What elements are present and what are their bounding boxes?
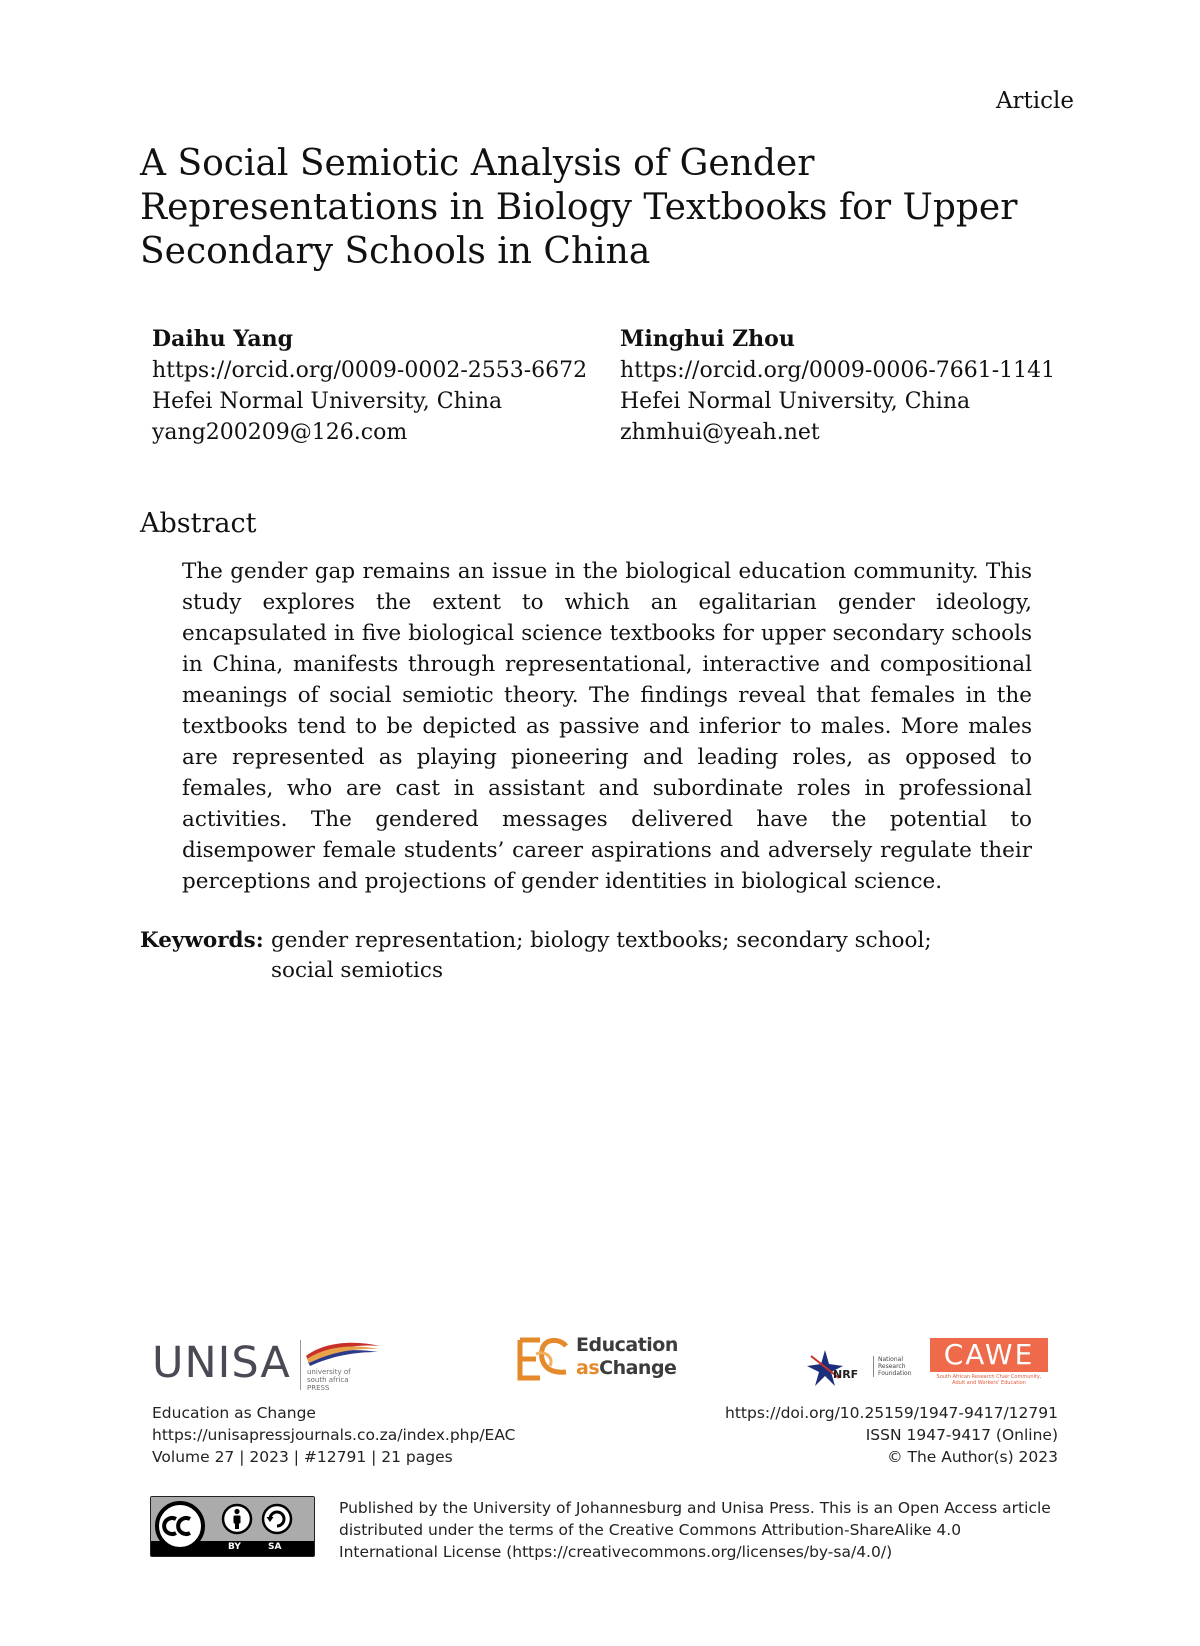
issn: ISSN 1947-9417 (Online) — [865, 1426, 1058, 1444]
unisa-logo-divider — [300, 1340, 301, 1390]
author-orcid-link[interactable]: https://orcid.org/0009-0002-2553-6672 — [152, 358, 588, 383]
cc-sa-label: SA — [268, 1542, 282, 1552]
keywords-label: Keywords: — [140, 928, 264, 953]
author-affiliation: Hefei Normal University, China — [152, 389, 503, 414]
by-attribution-icon — [221, 1503, 253, 1535]
eac-logo-text — [576, 1334, 678, 1380]
cawe-logo — [930, 1338, 1050, 1388]
author-orcid-link[interactable]: https://orcid.org/0009-0006-7661-1141 — [620, 358, 1056, 383]
unisa-logo — [152, 1336, 382, 1394]
author-email-link[interactable]: zhmhui@yeah.net — [620, 420, 820, 445]
sa-sharealike-icon — [261, 1503, 293, 1535]
abstract-heading: Abstract — [140, 508, 257, 539]
author-name: Minghui Zhou — [620, 326, 795, 352]
author-email-link[interactable]: yang200209@126.com — [152, 420, 408, 445]
author-affiliation: Hefei Normal University, China — [620, 389, 971, 414]
title-line: A Social Semiotic Analysis of Gender — [140, 143, 815, 184]
eac-logo-change: Change — [599, 1357, 677, 1379]
title-line: Representations in Biology Textbooks for Upper — [140, 187, 1018, 228]
journal-url-link[interactable]: https://unisapressjournals.co.za/index.php/EAC — [152, 1426, 516, 1444]
license-statement: Published by the University of Johannesburg and Unisa Press. This is an Open Access article distributed under the terms of the Creative Commons Attribution-ShareAlike 4.0 International License (https://creativecommons.org/licenses/by-sa/4.0/) — [339, 1499, 1051, 1561]
cc-icon — [154, 1500, 206, 1552]
abstract-text: The gender gap remains an issue in the biological education community. This study explores the extent to which an egalitarian gender ideology, encapsulated in five biological science textbooks for upper secondary schools in China, manifests through representational, interactive and compositional meanings of social semiotic theory. The findings reveal that females in the textbooks tend to be depicted as passive and inferior to males. More males are represented as playing pioneering and leading roles, as opposed to females, who are cast in assistant and subordinate roles in professional activities. The gendered messages delivered have the potential to disempower female students’ career aspirations and adversely regulate their perceptions and projections of gender identities in biological science. — [182, 559, 1032, 894]
cc-by-sa-badge[interactable] — [150, 1496, 315, 1557]
author-name: Daihu Yang — [152, 326, 293, 352]
volume-info: Volume 27 | 2023 | #12791 | 21 pages — [152, 1448, 453, 1466]
copyright: © The Author(s) 2023 — [887, 1448, 1058, 1466]
nrf-logo-word: NRF — [833, 1368, 859, 1381]
nrf-logo-subtitle: National Research Foundation — [873, 1356, 915, 1377]
keywords — [140, 926, 1000, 986]
education-as-change-logo — [516, 1336, 696, 1388]
eac-logo-as: as — [576, 1357, 600, 1379]
title-line: Secondary Schools in China — [140, 231, 651, 272]
article-type-label: Article — [995, 88, 1074, 114]
publication-info-right — [725, 1402, 1058, 1468]
publication-info-left — [152, 1402, 516, 1468]
author-block-2 — [620, 324, 1055, 448]
author-block-1 — [152, 324, 587, 448]
article-title — [140, 142, 1040, 274]
cawe-logo-subtitle: South African Research Chair Community, Adult and Workers' Education — [936, 1374, 1042, 1386]
eac-logo-line1: Education — [576, 1334, 678, 1356]
unisa-logo-word: UNISA — [152, 1338, 291, 1388]
eac-mark-icon — [516, 1336, 572, 1382]
doi-link[interactable]: https://doi.org/10.25159/1947-9417/12791 — [725, 1404, 1058, 1422]
nrf-logo — [805, 1348, 915, 1390]
journal-name: Education as Change — [152, 1404, 316, 1422]
unisa-swoosh-icon — [304, 1338, 382, 1368]
cc-by-label: BY — [228, 1542, 241, 1552]
keywords-text: gender representation; biology textbooks; secondary school; social semiotics — [271, 928, 932, 983]
cawe-logo-word: CAWE — [943, 1338, 1035, 1371]
unisa-logo-subtitle: university of south africa PRESS — [307, 1368, 351, 1392]
